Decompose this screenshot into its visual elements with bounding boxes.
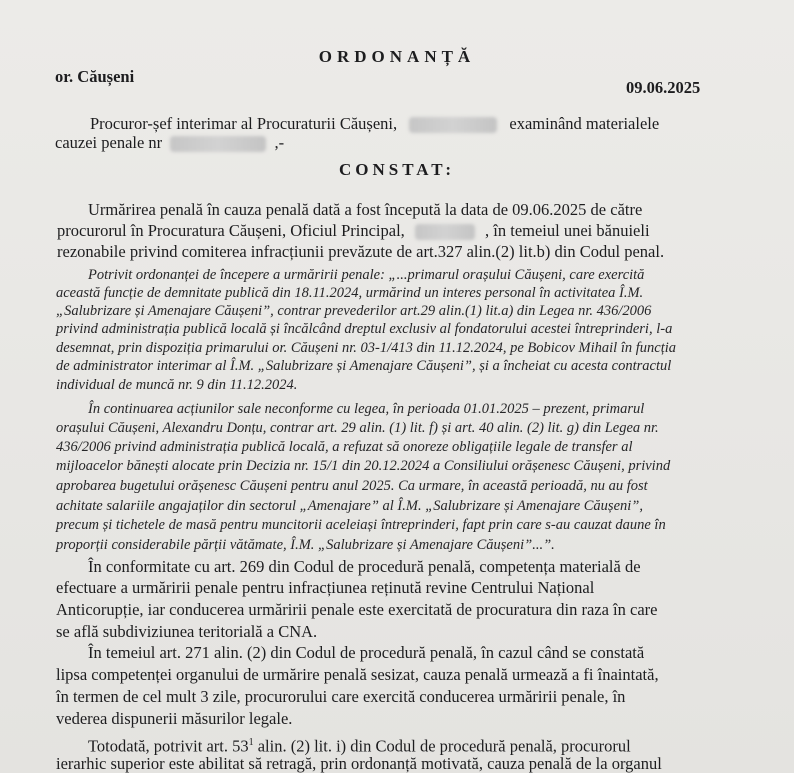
intro-line-1: Procuror-șef interimar al Procuraturii Căușeni, examinând materialele bbox=[90, 114, 660, 133]
p3-line-4: mijloacelor bănești alocate prin Decizia nr. 15/1 din 20.12.2024 a Consiliului orășenesc Căușeni, privind bbox=[56, 458, 671, 474]
redacted-case-number bbox=[170, 136, 266, 152]
p1-line-1: Urmărirea penală în cauza penală dată a fost începută la data de 09.06.2025 de către bbox=[88, 200, 643, 219]
p3-line-5: aprobarea bugetului orășenesc Căușeni pentru anul 2025. Ca urmare, în această perioadă, nu au fost bbox=[56, 478, 648, 494]
p5-line-4: vederea dispunerii măsurilor legale. bbox=[56, 709, 293, 728]
p1-line-2: procurorul în Procuratura Căușeni, Oficiul Principal, , în temeiul unei bănuieli bbox=[57, 221, 650, 240]
p3-line-2: orașului Căușeni, Alexandru Donțu, contrar art. 29 alin. (1) lit. f) și art. 40 alin. (2) lit. g) din Legea nr. bbox=[56, 420, 659, 436]
p2-line-2: această funcție de demnitate publică din 18.11.2024, urmărind un interes personal în activitatea Î.M. bbox=[56, 285, 644, 301]
p3-line-6: achitate salariile angajaților din sectorul „Amenajare” al Î.M. „Salubrizare și Amenajare Căușeni”, bbox=[56, 498, 643, 514]
p3-line-1: În continuarea acțiunilor sale neconforme cu legea, în perioada 01.01.2025 – prezent, primarul bbox=[88, 401, 645, 417]
p3-line-8: proporții considerabile părții vătămate, Î.M. „Salubrizare și Amenajare Căușeni”...”. bbox=[56, 537, 555, 553]
p1-line-3: rezonabile privind comiterea infracțiunii prevăzute de art.327 alin.(2) lit.b) din Codul penal. bbox=[57, 242, 665, 261]
p2-line-6: de administrator interimar al Î.M. „Salubrizare și Amenajare Căușeni”, și a încheiat cu acesta contractul bbox=[56, 358, 672, 374]
document-title: ORDONANȚĂ bbox=[318, 47, 476, 66]
p5-line-1: În temeiul art. 271 alin. (2) din Codul de procedură penală, în cazul când se constată bbox=[88, 643, 645, 662]
p4-line-1: În conformitate cu art. 269 din Codul de procedură penală, competența materială de bbox=[88, 557, 641, 576]
p2-line-5: desemnat, prin dispoziția primarului or. Căușeni nr. 03-1/413 din 11.12.2024, pe Bobicov Mihail în funcția bbox=[56, 340, 676, 356]
p2-line-7: individual de muncă nr. 9 din 11.12.2024. bbox=[56, 377, 298, 393]
p5-line-3: în termen de cel mult 3 zile, procurorului care exercită conducerea urmăririi penale, în bbox=[56, 687, 626, 706]
document-date: 09.06.2025 bbox=[626, 78, 701, 97]
p4-line-2: efectuare a urmăririi penale pentru infracțiunea reținută revine Centrului Național bbox=[56, 578, 595, 597]
section-heading: CONSTAT: bbox=[338, 160, 456, 179]
city-label: or. Căușeni bbox=[55, 67, 135, 86]
p6-line-2: ierarhic superior este abilitat să retragă, prin ordonanță motivată, cauza penală de la organul bbox=[56, 754, 662, 773]
p6-line-1: Totodată, potrivit art. $53^1$ alin. (2) lit. i) din Codul de procedură penală, procurorul bbox=[88, 736, 631, 756]
p4-line-4: se află subdiviziunea teritorială a CNA. bbox=[56, 622, 318, 641]
redacted-prosecutor bbox=[415, 224, 475, 240]
redacted-name bbox=[409, 117, 497, 133]
p4-line-3: Anticorupție, iar conducerea urmăririi penale este exercitată de procuratura din raza în care bbox=[56, 600, 658, 619]
p2-line-1: Potrivit ordonanței de începere a urmăririi penale: „...primarul orașului Căușeni, care exercită bbox=[88, 267, 645, 283]
p3-line-7: precum și tichetele de masă pentru muncitorii aceleiași întreprinderi, fapt prin care s-au cauzat daune în bbox=[56, 517, 666, 533]
p5-line-2: lipsa competenței organului de urmărire penală sesizat, cauza penală urmează a fi înaintată, bbox=[56, 665, 659, 684]
intro-line-2: cauzei penale nr ,- bbox=[55, 133, 285, 152]
p3-line-3: 436/2006 privind administrația publică locală, a refuzat să onoreze obligațiile legale de transfer al bbox=[56, 439, 633, 455]
p2-line-4: privind administrația publică locală și încălcând dreptul exclusiv al fondatorului acestei întreprinderi, l-a bbox=[56, 321, 673, 337]
p2-line-3: „Salubrizare și Amenajare Căușeni”, contrar prevederilor art.29 alin.(1) lit.a) din Legea nr. 436/2006 bbox=[56, 303, 652, 319]
